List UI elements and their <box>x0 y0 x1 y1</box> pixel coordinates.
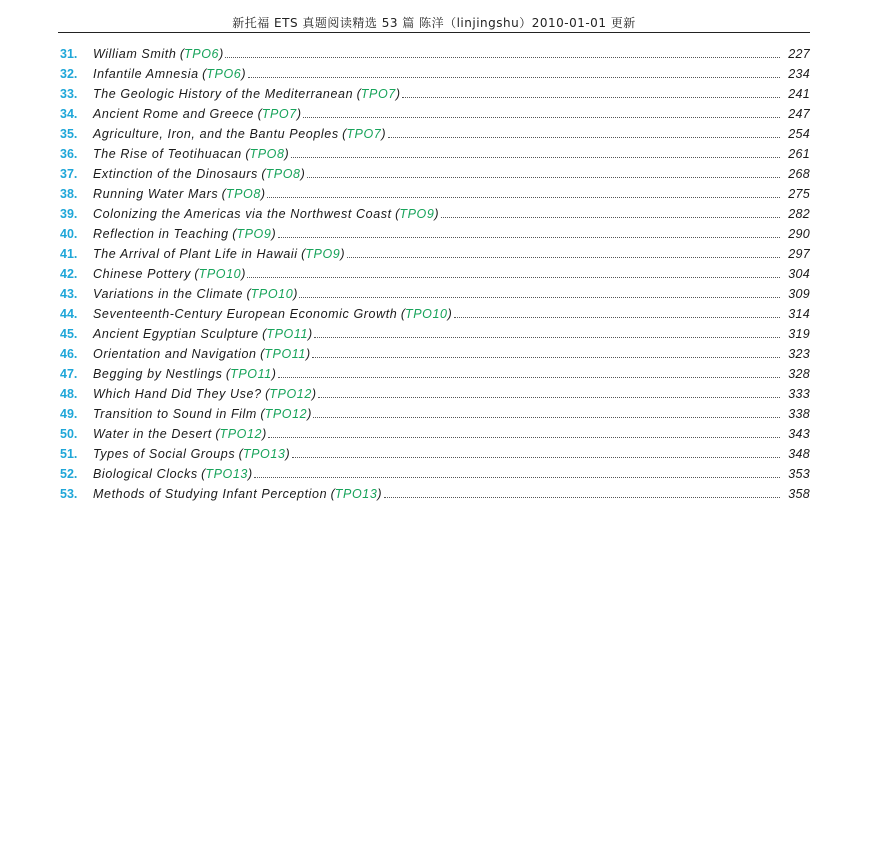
toc-entry-page: 309 <box>788 287 810 301</box>
toc-entry-number: 32. <box>60 67 78 81</box>
toc-entry[interactable] <box>60 164 810 184</box>
toc-entry-page: 254 <box>788 127 810 141</box>
toc-entry[interactable] <box>60 124 810 144</box>
toc-entry-page: 275 <box>788 187 810 201</box>
toc-entry-title[interactable]: The Rise of Teotihuacan <box>93 147 242 161</box>
dot-leader <box>441 217 780 218</box>
toc-entry-page: 297 <box>788 247 810 261</box>
header-divider <box>58 32 810 33</box>
toc-entry-title[interactable]: William Smith <box>93 47 177 61</box>
close-paren: ) <box>219 47 224 61</box>
open-paren: ( <box>327 487 335 501</box>
close-paren: ) <box>293 287 298 301</box>
dot-leader <box>225 57 780 58</box>
open-paren: ( <box>261 387 270 401</box>
toc-entry-tpo: TPO6 <box>184 47 220 61</box>
toc-entry[interactable] <box>60 364 810 384</box>
close-paren: ) <box>284 147 289 161</box>
toc-entry-title[interactable]: The Geologic History of the Mediterranean <box>93 87 354 101</box>
toc-entry-title-wrap <box>93 144 782 164</box>
close-paren: ) <box>247 467 253 481</box>
toc-entry-page: 319 <box>788 327 810 341</box>
dot-leader <box>254 477 780 478</box>
open-paren: ( <box>338 127 347 141</box>
toc-entry-title-wrap <box>93 424 782 444</box>
dot-leader <box>307 177 780 178</box>
open-paren: ( <box>198 67 207 81</box>
toc-entry[interactable] <box>60 324 810 344</box>
toc-entry-title[interactable]: Agriculture, Iron, and the Bantu Peoples <box>93 127 339 141</box>
toc-entry-page: 314 <box>788 307 810 321</box>
toc-entry[interactable] <box>60 444 810 464</box>
toc-entry-title-wrap <box>93 104 782 124</box>
toc-entry-title[interactable]: Orientation and Navigation <box>93 347 257 361</box>
toc-entry-tpo: TPO11 <box>266 327 309 341</box>
toc-entry-number: 46. <box>60 347 78 361</box>
toc-entry-title[interactable]: Water in the Desert <box>93 427 212 441</box>
open-paren: ( <box>397 307 405 321</box>
toc-entry-title-wrap <box>93 444 782 464</box>
open-paren: ( <box>228 227 237 241</box>
toc-entry-tpo: TPO10 <box>250 287 294 301</box>
toc-entry-title-wrap <box>93 184 782 204</box>
toc-entry-title-wrap <box>93 384 782 404</box>
dot-leader <box>292 457 780 458</box>
toc-entry-tpo: TPO11 <box>264 347 306 361</box>
toc-entry[interactable] <box>60 344 810 364</box>
close-paren: ) <box>262 427 267 441</box>
close-paren: ) <box>300 167 305 181</box>
toc-entry-title[interactable]: Transition to Sound in Film <box>93 407 257 421</box>
toc-entry-title[interactable]: Extinction of the Dinosaurs <box>93 167 258 181</box>
open-paren: ( <box>256 407 265 421</box>
toc-entry-title[interactable]: Running Water Mars <box>93 187 219 201</box>
toc-entry-number: 50. <box>60 427 78 441</box>
toc-entry-page: 241 <box>788 87 810 101</box>
toc-entry-number: 52. <box>60 467 78 481</box>
toc-entry-title[interactable]: Ancient Egyptian Sculpture <box>93 327 259 341</box>
toc-entry-tpo: TPO12 <box>219 427 263 441</box>
toc-entry-title-wrap <box>93 324 782 344</box>
toc-entry-page: 343 <box>788 427 810 441</box>
table-of-contents <box>60 44 810 504</box>
open-paren: ( <box>256 347 265 361</box>
toc-entry[interactable] <box>60 104 810 124</box>
toc-entry-tpo: TPO7 <box>360 87 396 101</box>
toc-entry-number: 41. <box>60 247 78 261</box>
toc-entry-number: 31. <box>60 47 78 61</box>
toc-entry-title-wrap <box>93 244 782 264</box>
toc-entry-page: 234 <box>788 67 810 81</box>
open-paren: ( <box>218 187 226 201</box>
close-paren: ) <box>311 387 317 401</box>
toc-entry-number: 34. <box>60 107 78 121</box>
toc-entry-page: 328 <box>788 367 810 381</box>
toc-entry-tpo: TPO7 <box>346 127 382 141</box>
close-paren: ) <box>340 247 345 261</box>
dot-leader <box>248 77 781 78</box>
close-paren: ) <box>241 67 246 81</box>
toc-entry-title[interactable]: Biological Clocks <box>93 467 198 481</box>
toc-entry-title[interactable]: Infantile Amnesia <box>93 67 199 81</box>
toc-entry-tpo: TPO12 <box>264 407 308 421</box>
dot-leader <box>268 437 780 438</box>
toc-entry-number: 53. <box>60 487 78 501</box>
toc-entry[interactable] <box>60 304 810 324</box>
open-paren: ( <box>176 47 185 61</box>
toc-entry[interactable] <box>60 84 810 104</box>
toc-entry[interactable] <box>60 204 810 224</box>
dot-leader <box>278 377 780 378</box>
toc-entry-title[interactable]: Types of Social Groups <box>93 447 236 461</box>
dot-leader <box>347 257 780 258</box>
toc-entry-title-wrap <box>93 84 782 104</box>
toc-entry-tpo: TPO8 <box>225 187 261 201</box>
toc-entry-page: 290 <box>788 227 810 241</box>
toc-entry-page: 358 <box>788 487 810 501</box>
toc-entry-title[interactable]: Variations in the Climate <box>93 287 244 301</box>
open-paren: ( <box>391 207 400 221</box>
dot-leader <box>291 157 780 158</box>
toc-entry[interactable] <box>60 44 810 64</box>
dot-leader <box>299 297 780 298</box>
toc-entry-title-wrap <box>93 284 782 304</box>
open-paren: ( <box>258 327 267 341</box>
toc-entry-title[interactable]: Seventeenth-Century European Economic Growth <box>93 307 398 321</box>
toc-entry-title-wrap <box>93 344 782 364</box>
toc-entry-page: 348 <box>788 447 810 461</box>
toc-entry-title-wrap <box>93 124 782 144</box>
close-paren: ) <box>241 267 246 281</box>
close-paren: ) <box>285 447 290 461</box>
toc-entry-tpo: TPO12 <box>269 387 312 401</box>
open-paren: ( <box>254 107 262 121</box>
toc-entry-tpo: TPO10 <box>404 307 448 321</box>
toc-entry[interactable] <box>60 484 810 504</box>
open-paren: ( <box>243 287 251 301</box>
close-paren: ) <box>307 407 312 421</box>
toc-entry-page: 333 <box>788 387 810 401</box>
toc-entry-title-wrap <box>93 404 782 424</box>
toc-entry-title-wrap <box>93 264 782 284</box>
toc-entry-tpo: TPO13 <box>242 447 286 461</box>
dot-leader <box>278 237 780 238</box>
toc-entry-title[interactable]: Methods of Studying Infant Perception <box>93 487 328 501</box>
toc-entry[interactable] <box>60 64 810 84</box>
toc-entry[interactable] <box>60 464 810 484</box>
toc-entry-number: 40. <box>60 227 78 241</box>
open-paren: ( <box>197 467 206 481</box>
close-paren: ) <box>271 367 276 381</box>
toc-entry-title-wrap <box>93 64 782 84</box>
dot-leader <box>314 337 780 338</box>
close-paren: ) <box>377 487 382 501</box>
toc-entry-page: 338 <box>788 407 810 421</box>
close-paren: ) <box>305 347 311 361</box>
toc-entry-number: 44. <box>60 307 78 321</box>
dot-leader <box>267 197 780 198</box>
toc-entry-number: 33. <box>60 87 78 101</box>
toc-entry[interactable] <box>60 244 810 264</box>
open-paren: ( <box>222 367 231 381</box>
toc-entry-tpo: TPO10 <box>198 267 242 281</box>
toc-entry-title-wrap <box>93 464 782 484</box>
close-paren: ) <box>395 87 401 101</box>
close-paren: ) <box>296 107 301 121</box>
toc-entry-tpo: TPO9 <box>305 247 341 261</box>
toc-entry-number: 39. <box>60 207 78 221</box>
toc-entry-title-wrap <box>93 44 782 64</box>
toc-entry-title-wrap <box>93 224 782 244</box>
page-header: 新托福 ETS 真题阅读精选 53 篇 陈洋（linjingshu）2010-01-01 更新 <box>232 16 636 30</box>
toc-entry-title[interactable]: Begging by Nestlings <box>93 367 223 381</box>
toc-entry-page: 227 <box>788 47 810 61</box>
toc-entry[interactable] <box>60 264 810 284</box>
close-paren: ) <box>434 207 439 221</box>
toc-entry-title-wrap <box>93 364 782 384</box>
open-paren: ( <box>353 87 361 101</box>
toc-entry-title[interactable]: Ancient Rome and Greece <box>93 107 255 121</box>
close-paren: ) <box>381 127 386 141</box>
close-paren: ) <box>260 187 266 201</box>
close-paren: ) <box>271 227 276 241</box>
toc-entry-page: 353 <box>788 467 810 481</box>
dot-leader <box>247 277 780 278</box>
toc-entry-number: 38. <box>60 187 78 201</box>
toc-entry-tpo: TPO9 <box>399 207 435 221</box>
toc-entry[interactable] <box>60 284 810 304</box>
toc-entry-title[interactable]: Which Hand Did They Use? <box>93 387 262 401</box>
toc-entry-title-wrap <box>93 484 782 504</box>
dot-leader <box>312 357 780 358</box>
toc-entry-title[interactable]: Colonizing the Americas via the Northwest Coast <box>93 207 392 221</box>
toc-entry-number: 37. <box>60 167 78 181</box>
open-paren: ( <box>297 247 306 261</box>
toc-entry[interactable] <box>60 184 810 204</box>
toc-entry-page: 304 <box>788 267 810 281</box>
toc-entry-title-wrap <box>93 204 782 224</box>
toc-entry-number: 48. <box>60 387 78 401</box>
dot-leader <box>303 117 780 118</box>
open-paren: ( <box>190 267 199 281</box>
toc-entry-title[interactable]: Chinese Pottery <box>93 267 191 281</box>
toc-entry-number: 45. <box>60 327 78 341</box>
dot-leader <box>454 317 780 318</box>
toc-entry-tpo: TPO13 <box>334 487 378 501</box>
dot-leader <box>313 417 780 418</box>
toc-entry[interactable] <box>60 424 810 444</box>
toc-entry-number: 36. <box>60 147 78 161</box>
toc-entry-number: 47. <box>60 367 78 381</box>
toc-entry-tpo: TPO9 <box>236 227 272 241</box>
toc-entry-tpo: TPO13 <box>205 467 248 481</box>
close-paren: ) <box>308 327 313 341</box>
toc-entry[interactable] <box>60 404 810 424</box>
open-paren: ( <box>235 447 243 461</box>
dot-leader <box>384 497 780 498</box>
toc-entry-title[interactable]: The Arrival of Plant Life in Hawaii <box>93 247 298 261</box>
dot-leader <box>402 97 780 98</box>
open-paren: ( <box>241 147 250 161</box>
toc-entry-number: 43. <box>60 287 78 301</box>
toc-entry-title-wrap <box>93 164 782 184</box>
toc-entry-number: 51. <box>60 447 78 461</box>
dot-leader <box>388 137 780 138</box>
toc-entry-page: 247 <box>788 107 810 121</box>
toc-entry-number: 49. <box>60 407 78 421</box>
toc-entry-page: 268 <box>788 167 810 181</box>
toc-entry-tpo: TPO7 <box>261 107 297 121</box>
toc-entry-page: 323 <box>788 347 810 361</box>
toc-entry-number: 42. <box>60 267 78 281</box>
open-paren: ( <box>211 427 220 441</box>
toc-entry[interactable] <box>60 224 810 244</box>
close-paren: ) <box>447 307 452 321</box>
toc-entry[interactable] <box>60 384 810 404</box>
toc-entry-page: 261 <box>788 147 810 161</box>
toc-entry-number: 35. <box>60 127 78 141</box>
open-paren: ( <box>257 167 266 181</box>
toc-entry-tpo: TPO8 <box>265 167 301 181</box>
toc-entry-title-wrap <box>93 304 782 324</box>
dot-leader <box>318 397 780 398</box>
toc-entry-tpo: TPO6 <box>206 67 242 81</box>
toc-entry-page: 282 <box>788 207 810 221</box>
toc-entry-tpo: TPO11 <box>230 367 272 381</box>
toc-entry-tpo: TPO8 <box>249 147 285 161</box>
toc-entry[interactable] <box>60 144 810 164</box>
toc-entry-title[interactable]: Reflection in Teaching <box>93 227 229 241</box>
